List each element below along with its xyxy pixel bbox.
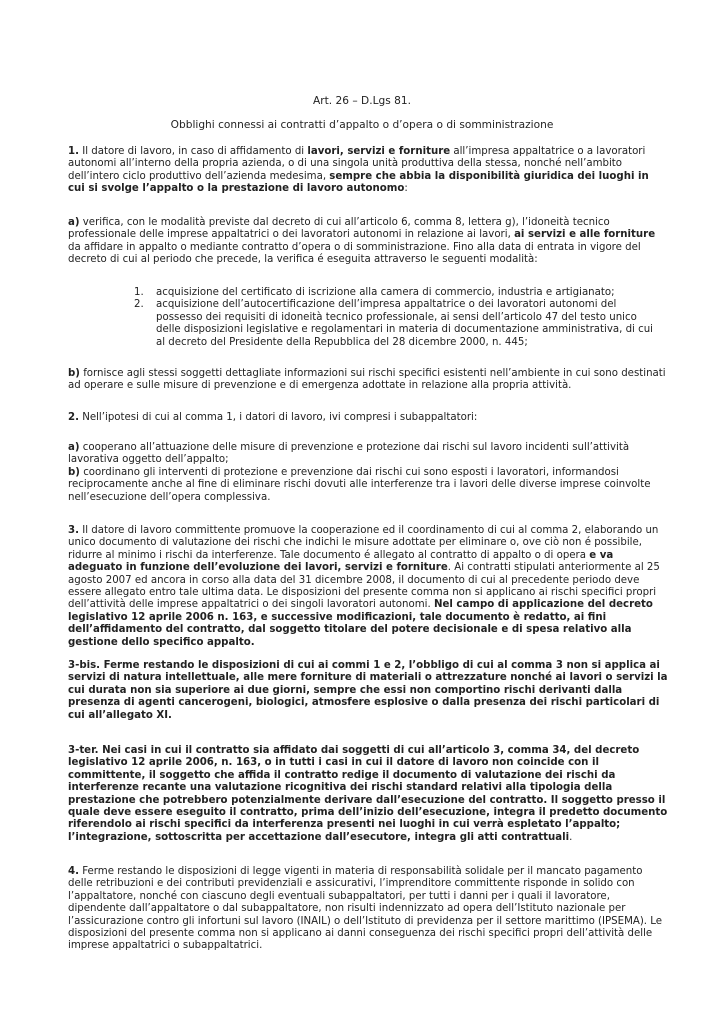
comma-2-letter-b: b) coordinano gli interventi di protezione e prevenzione dai rischi cui sono esposti i lavoratori, informandosi reciprocamente anche al fine di eliminare rischi dovuti alle interferenze tra i lavori delle diverse imprese coinvolte nell’esecuzione dell’opera complessiva. [68, 466, 651, 503]
list-item: 1. acquisizione del certificato di iscrizione alla camera di commercio, industria e artigianato; [134, 287, 615, 298]
list-number: 2. [134, 299, 144, 311]
comma-number: 3. [68, 525, 79, 536]
list-item: 2. acquisizione dell’autocertificazione dell’impresa appaltatrice o dei lavoratori autonomi del possesso dei requisiti di idoneità tecnico professionale, ai sensi dell’articolo 47 del testo unico delle disposizioni legislative e regolamentari in materia di documentazione amministrativa, di cui al decreto del Presidente della Repubblica del 28 dicembre 2000, n. 445; [134, 299, 654, 348]
comma-2-letter-a: a) cooperano all’attuazione delle misure di prevenzione e protezione dai rischi sul lavoro incidenti sull’attività lavorativa oggetto dell’appalto; [68, 442, 630, 466]
comma-number: 4. [68, 866, 79, 877]
comma-3-bis: 3-bis. Ferme restando le disposizioni di cui ai commi 1 e 2, l’obbligo di cui al comma 3 non si applica ai servizi di natura intellettuale, alle mere forniture di materiali o attrezzature nonché ai lavori o servizi la cui durata non sia superiore ai due giorni, sempre che essi non comportino rischi derivanti dalla presenza di agenti cancerogeni, biologici, atmosfere esplosive o dalla presenza dei rischi particolari di cui all’allegato XI. [68, 660, 668, 721]
comma-1-letter-a: a) verifica, con le modalità previste dal decreto di cui all’articolo 6, comma 8, lettera g), l’idoneità tecnico professionale delle imprese appaltatrici o dei lavoratori autonomi in relazione ai lavori, ai servizi e alle forniture da affidare in appalto o mediante contratto d’opera o di somministrazione. Fino alla data di entrata in vigore del decreto di cui al periodo che precede, la verifica é eseguita attraverso le seguenti modalità: [68, 217, 656, 266]
comma-1: 1. Il datore di lavoro, in caso di affidamento di lavori, servizi e forniture all’impresa appaltatrice o a lavoratori autonomi all’interno della propria azienda, o di una singola unità produttiva della stessa, nonché nell’ambito dell’intero ciclo produttivo dell’azienda medesima, sempre che abbia la disponibilità giuridica dei luoghi in cui si svolge l’appalto o la prestazione di lavoro autonomo: [68, 146, 649, 195]
letter-label: a) [68, 442, 80, 453]
comma-4: 4. Ferme restando le disposizioni di legge vigenti in materia di responsabilità solidale per il mancato pagamento delle retribuzioni e dei contributi previdenziali e assicurativi, l’imprenditore committente risponde in solido con l’appaltatore, nonché con ciascuno degli eventuali subappaltatori, per tutti i danni per i quali il lavoratore, dipendente dall’appaltatore o dal subappaltatore, non risulti indennizzato ad opera dell’Istituto nazionale per l’assicurazione contro gli infortuni sul lavoro (INAIL) o dell’Istituto di previdenza per il settore marittimo (IPSEMA). Le disposizioni del presente comma non si applicano ai danni conseguenza dei rischi specifici propri dell’attività delle imprese appaltatrici o subappaltatrici. [68, 866, 663, 952]
comma-3: 3. Il datore di lavoro committente promuove la cooperazione ed il coordinamento di cui al comma 2, elaborando un unico documento di valutazione dei rischi che indichi le misure adottate per eliminare o, ove ciò non é possibile, ridurre al minimo i rischi da interferenze. Tale documento é allegato al contratto di appalto o di opera e va adeguato in funzione dell’evoluzione dei lavori, servizi e forniture. Ai contratti stipulati anteriormente al 25 agosto 2007 ed ancora in corso alla data del 31 dicembre 2008, il documento di cui al precedente periodo deve essere allegato entro tale ultima data. Le disposizioni del presente comma non si applicano ai rischi specifici propri dell’attività delle imprese appaltatrici o dei singoli lavoratori autonomi. Nel campo di applicazione del decreto legislativo 12 aprile 2006 n. 163, e successive modificazioni, tale documento è redatto, ai fini dell’affidamento del contratto, dal soggetto titolare del potere decisionale e di spesa relativo alla gestione dello specifico appalto. [68, 525, 660, 648]
article-subtitle: Obblighi connessi ai contratti d’appalto o d’opera o di somministrazione [170, 119, 554, 131]
comma-number: 1. [68, 146, 79, 157]
comma-1-letter-b: b) fornisce agli stessi soggetti dettagliate informazioni sui rischi specifici esistenti nell’ambiente in cui sono destinati ad operare e sulle misure di prevenzione e di emergenza adottate in relazione alla propria attività. [68, 368, 666, 392]
numbered-list [134, 287, 664, 349]
letter-label: b) [68, 368, 80, 379]
comma-2-letters [68, 442, 668, 504]
comma-3-ter: 3-ter. Nei casi in cui il contratto sia affidato dai soggetti di cui all’articolo 3, comma 34, del decreto legislativo 12 aprile 2006, n. 163, o in tutti i casi in cui il datore di lavoro non coincide con il committente, il soggetto che affida il contratto redige il documento di valutazione dei rischi da interferenze recante una valutazione ricognitiva dei rischi standard relativi alla tipologia della prestazione che potrebbero potenzialmente derivare dall’esecuzione del contratto. Il soggetto presso il quale deve essere eseguito il contratto, prima dell’inizio dell’esecuzione, integra il predetto documento riferendolo ai rischi specifici da interferenza presenti nei luoghi in cui verrà espletato l’appalto; l’integrazione, sottoscritta per accettazione dall’esecutore, integra gli atti contrattuali. [68, 745, 668, 843]
letter-label: b) [68, 466, 80, 478]
comma-2: 2. Nell’ipotesi di cui al comma 1, i datori di lavoro, ivi compresi i subappaltatori: [68, 412, 478, 423]
comma-number: 2. [68, 412, 79, 423]
letter-label: a) [68, 217, 80, 228]
list-number: 1. [134, 287, 144, 298]
article-title: Art. 26 – D.Lgs 81. [313, 95, 411, 107]
